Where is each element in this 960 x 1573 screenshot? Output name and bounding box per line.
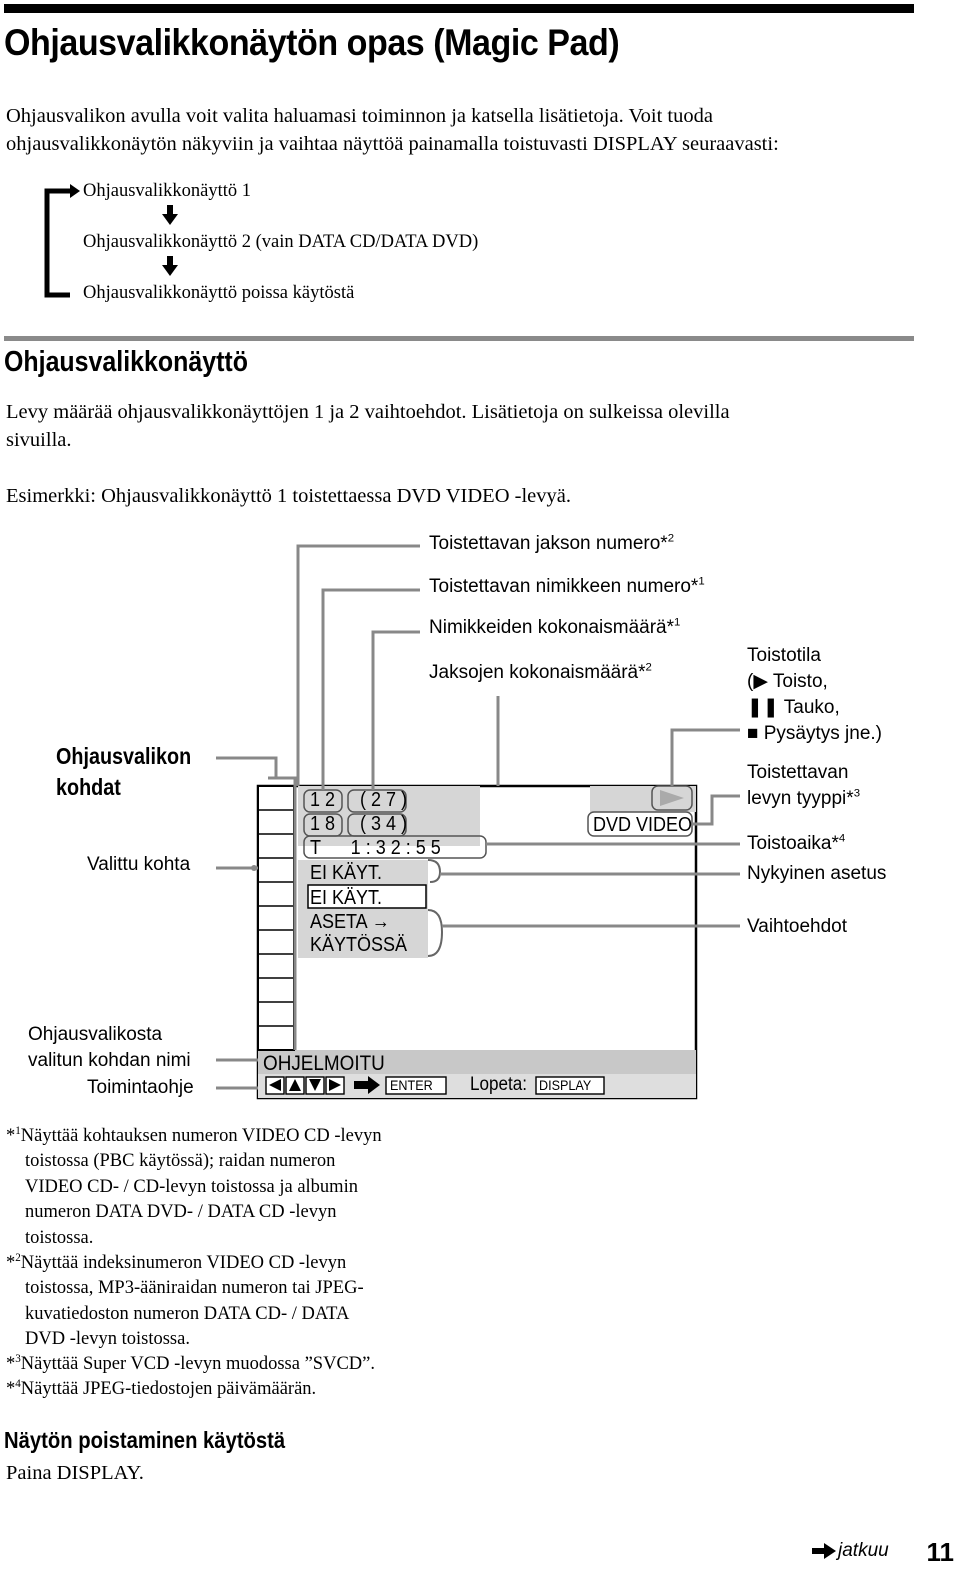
screen-item-name: OHJELMOITU bbox=[263, 1052, 385, 1075]
page-number: 11 bbox=[926, 1537, 954, 1567]
callout-playing-time: Toistoaika*$^4$ bbox=[747, 832, 846, 854]
footnote-1: *$^1$Näyttää kohtauksen numeron VIDEO CD -levyn toistossa (PBC käytössä); raidan numeron VIDEO CD- / CD-levyn toistossa ja albumin numeron DATA DVD- / DATA CD -levyn toistossa. bbox=[6, 1124, 382, 1248]
continues-label: jatkuu bbox=[838, 1540, 889, 1561]
section-rule bbox=[4, 336, 914, 341]
subsection-text: Paina DISPLAY. bbox=[6, 1462, 144, 1484]
example-caption: Esimerkki: Ohjausvalikkonäyttö 1 toistettaessa DVD VIDEO -levyä. bbox=[6, 485, 571, 507]
top-rule bbox=[4, 4, 914, 13]
callout-item-name-1: Ohjausvalikosta bbox=[28, 1024, 163, 1045]
footnote-2: *$^2$Näyttää indeksinumeron VIDEO CD -levyn toistossa, MP3-ääniraidan numeron tai JPEG- kuvatiedoston numeron DATA CD- / DATA DVD -levyn toistossa. bbox=[6, 1251, 364, 1350]
screen-title-number: 1 2 bbox=[310, 789, 336, 811]
callout-disc-type: Toistettavan levyn tyyppi*$^3$ bbox=[747, 762, 861, 809]
callout-options: Vaihtoehdot bbox=[747, 916, 848, 937]
screen-option-4: KÄYTÖSSÄ bbox=[310, 934, 408, 956]
section-heading: Ohjausvalikkonäyttö bbox=[4, 346, 248, 378]
screen-option-2: EI KÄYT. bbox=[310, 887, 383, 909]
screen-disc-type: DVD VIDEO bbox=[593, 814, 693, 836]
screen-option-1: EI KÄYT. bbox=[310, 862, 383, 884]
callout-current-setting: Nykyinen asetus bbox=[747, 863, 887, 884]
page-title: Ohjausvalikkonäytön opas (Magic Pad) bbox=[4, 22, 620, 63]
callout-total-chapters: Jaksojen kokonaismäärä*$^2$ bbox=[429, 661, 652, 683]
intro-line-2: ohjausvalikkonäytön näkyviin ja vaihtaa näyttöä painamalla toistuvasti DISPLAY seuraavasti: bbox=[6, 133, 779, 155]
screen-total-titles: ( 2 7 ) bbox=[360, 789, 408, 811]
screen-chapter-number: 1 8 bbox=[310, 813, 336, 835]
intro-line-1: Ohjausvalikon avulla voit valita haluamasi toiminnon ja katsella lisätietoja. Voit tuoda bbox=[6, 105, 713, 127]
screen-total-chapters: ( 3 4 ) bbox=[360, 813, 408, 835]
callout-chapter-number: Toistettavan jakson numero*$^2$ bbox=[429, 532, 675, 554]
subsection-heading: Näytön poistaminen käytöstä bbox=[4, 1427, 286, 1453]
continue-arrow-icon bbox=[812, 1543, 838, 1559]
section-para-line-1: Levy määrää ohjausvalikkonäyttöjen 1 ja 2 vaihtoehdot. Lisätietoja on sulkeissa olevilla bbox=[6, 401, 730, 423]
sequence-step-1: Ohjausvalikkonäyttö 1 bbox=[83, 181, 252, 201]
section-para-line-2: sivuilla. bbox=[6, 429, 72, 451]
callout-operation-help: Toimintaohje bbox=[87, 1077, 194, 1098]
screen-enter-key: ENTER bbox=[390, 1077, 433, 1093]
screen-display-key: DISPLAY bbox=[539, 1077, 592, 1093]
callout-menu-items: Ohjausvalikon kohdat bbox=[56, 743, 192, 800]
sequence-step-2: Ohjausvalikkonäyttö 2 (vain DATA CD/DATA DVD) bbox=[83, 232, 479, 252]
footnote-3: *$^3$Näyttää Super VCD -levyn muodossa ”SVCD”. bbox=[6, 1352, 375, 1374]
callout-playback-status: Toistotila (▶ Toisto, ❚❚ Tauko, ■ Pysäytys jne.) bbox=[747, 645, 883, 744]
sequence-step-3: Ohjausvalikkonäyttö poissa käytöstä bbox=[83, 283, 355, 303]
screen-time: T 1 : 3 2 : 5 5 bbox=[310, 837, 441, 859]
callout-title-number: Toistettavan nimikkeen numero*$^1$ bbox=[429, 575, 705, 597]
screen-option-3: ASETA → bbox=[310, 911, 390, 933]
callout-selected-item: Valittu kohta bbox=[87, 854, 191, 875]
screen-quit-label: Lopeta: bbox=[470, 1074, 528, 1095]
callout-total-titles: Nimikkeiden kokonaismäärä*$^1$ bbox=[429, 616, 681, 638]
callout-item-name-2: valitun kohdan nimi bbox=[28, 1050, 191, 1071]
footnote-4: *$^4$Näyttää JPEG-tiedostojen päivämäärän. bbox=[6, 1377, 317, 1399]
